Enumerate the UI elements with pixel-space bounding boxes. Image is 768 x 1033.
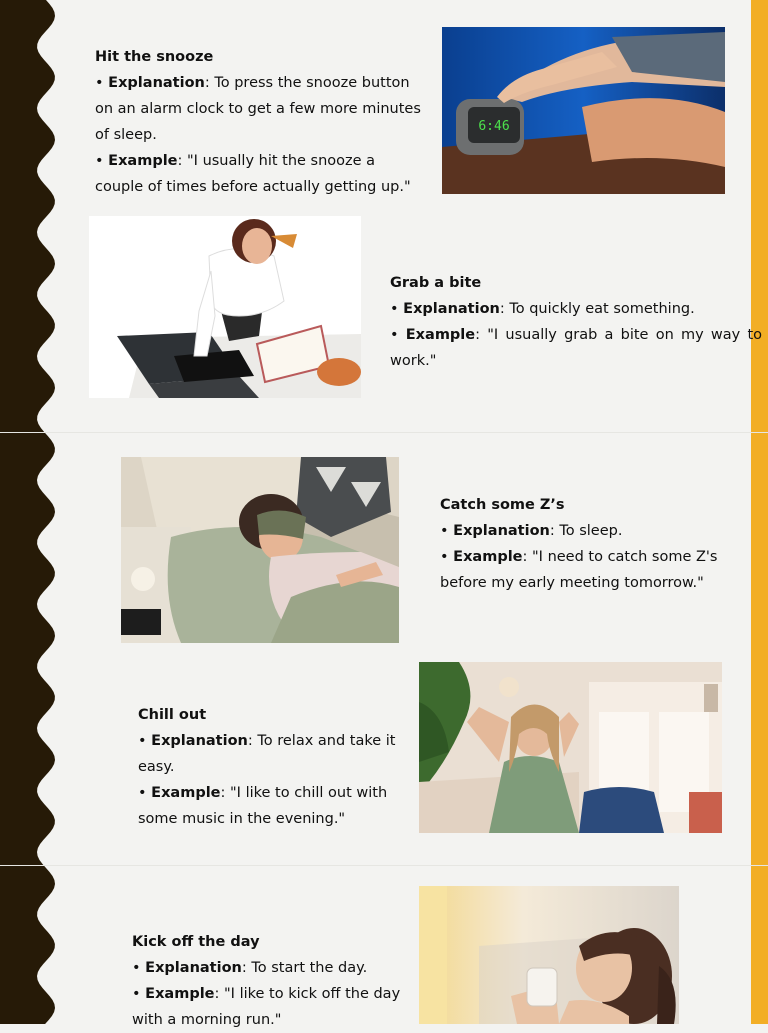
page-divider — [0, 865, 768, 866]
photo-woman-with-coffee — [419, 886, 679, 1024]
idiom-entry-chill-out — [138, 702, 408, 832]
photo-woman-sleeping-eye-mask — [121, 457, 399, 643]
left-wavy-border — [0, 0, 60, 1024]
explanation-line: • Explanation: To start the day. — [132, 960, 368, 976]
idiom-title: Catch some Z’s — [440, 497, 565, 513]
idiom-entry-grab-a-bite — [390, 270, 762, 374]
example-line: • Example: "I usually hit the snooze a couple of times before actually getting up." — [95, 153, 411, 195]
explanation-line: • Explanation: To quickly eat something. — [390, 301, 695, 317]
idiom-title: Kick off the day — [132, 934, 260, 950]
idiom-title: Hit the snooze — [95, 49, 214, 65]
photo-woman-eating-at-desk — [89, 216, 361, 398]
idiom-entry-catch-some-zs — [440, 492, 740, 596]
clock-display-digits: 6:46 — [478, 119, 510, 134]
idiom-entry-kick-off-the-day — [132, 929, 402, 1033]
photo-woman-relaxing — [419, 662, 722, 833]
example-line: • Example: "I usually grab a bite on my way to work." — [390, 327, 762, 369]
right-accent-border — [751, 0, 768, 1024]
explanation-line: • Explanation: To relax and take it easy. — [138, 733, 396, 775]
example-line: • Example: "I like to chill out with some music in the evening." — [138, 785, 388, 827]
explanation-line: • Explanation: To press the snooze button on an alarm clock to get a few more minutes of sleep. — [95, 75, 421, 143]
idiom-title: Chill out — [138, 707, 207, 723]
explanation-line: • Explanation: To sleep. — [440, 523, 623, 539]
example-line: • Example: "I need to catch some Z's before my early meeting tomorrow." — [440, 549, 718, 591]
example-line: • Example: "I like to kick off the day with a morning run." — [132, 986, 401, 1028]
idiom-entry-hit-the-snooze — [95, 44, 425, 200]
photo-alarm-clock — [442, 27, 725, 194]
page-divider — [0, 432, 768, 433]
idiom-title: Grab a bite — [390, 275, 482, 291]
